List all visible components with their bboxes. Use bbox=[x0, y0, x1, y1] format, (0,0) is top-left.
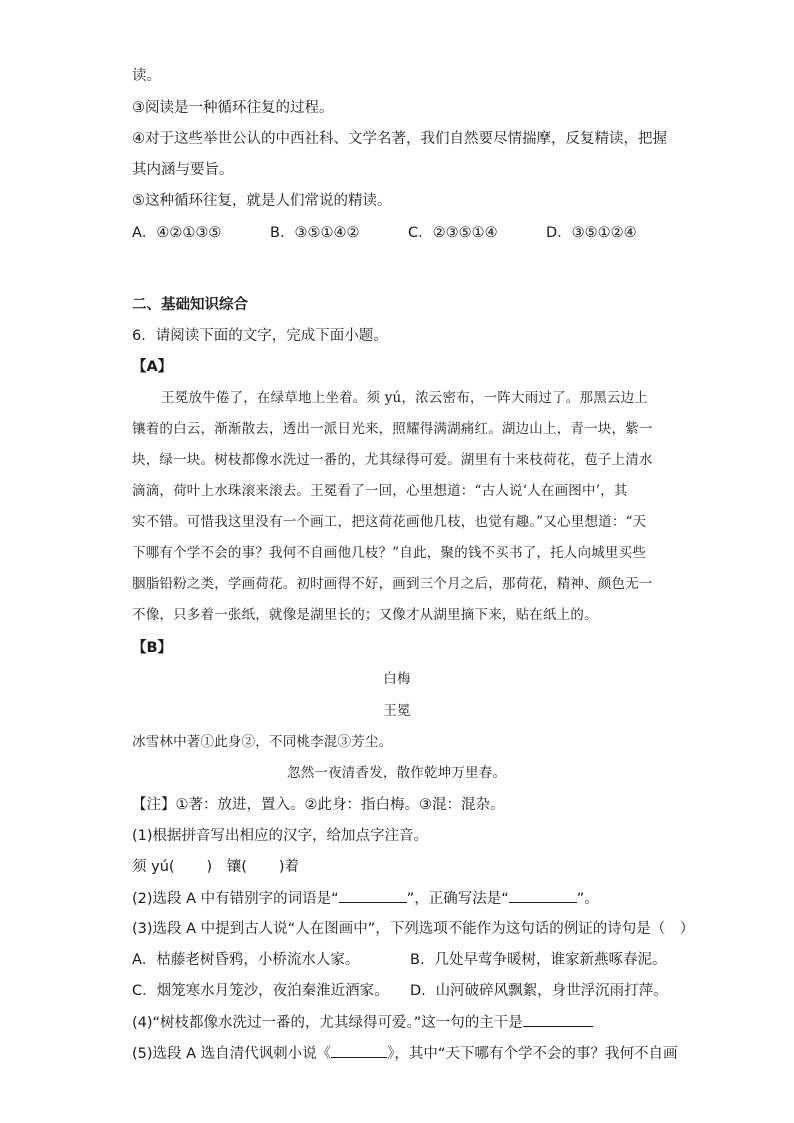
q5-option-a[interactable]: A．④②①③⑤ bbox=[132, 225, 222, 241]
sub-question-2-text: (2)选段 A 中有错别字的词语是“ bbox=[132, 891, 339, 907]
q5-line-4: 其内涵与要旨。 bbox=[132, 162, 234, 178]
sub-question-3-options-row-2 bbox=[132, 981, 668, 1001]
pinyin-prompt-3: )着 bbox=[278, 859, 300, 875]
sub3-option-b[interactable]: B．几处早莺争暖树，谁家新燕啄春泥。 bbox=[410, 952, 667, 968]
passage-a-line: 下哪有个学不会的事？我何不自画他几枝？”自此，聚的钱不买书了，托人向城里买些 bbox=[132, 545, 647, 561]
q5-option-c[interactable]: C．②③⑤①④ bbox=[408, 225, 498, 241]
sub-question-2-text-2: ”，正确写法是“ bbox=[406, 891, 509, 907]
q6-intro: 6．请阅读下面的文字，完成下面小题。 bbox=[132, 328, 388, 344]
q5-option-d[interactable]: D．③⑤①②④ bbox=[546, 225, 637, 241]
pinyin-prompt-2: ) 镶( bbox=[206, 859, 247, 875]
passage-a-line: 镶着的白云，渐渐散去，透出一派日光来，照耀得满湖痛红。湖边山上，青一块，紫一 bbox=[132, 421, 653, 437]
q5-options bbox=[132, 223, 637, 243]
poem-title: 白梅 bbox=[383, 671, 411, 687]
poem-line-1: 冰雪林中著①此身②，不同桃李混③芳尘。 bbox=[132, 734, 393, 750]
q5-line-2: ③阅读是一种循环往复的过程。 bbox=[132, 100, 334, 116]
passage-b-label: 【B】 bbox=[132, 640, 173, 656]
sub-question-3: (3)选段 A 中提到古人说“人在图画中”，下列选项不能作为这句话的例证的诗句是（ ） bbox=[132, 921, 695, 937]
sub3-option-a[interactable]: A．枯藤老树昏鸦，小桥流水人家。 bbox=[132, 952, 360, 968]
poem-line-2: 忽然一夜清香发，散作乾坤万里春。 bbox=[287, 765, 507, 781]
sub3-option-d[interactable]: D．山河破碎风飘絮，身世浮沉雨打萍。 bbox=[410, 983, 668, 999]
poem-note: 【注】①著：放进，置入。②此身：指白梅。③混：混杂。 bbox=[132, 797, 505, 813]
sub-question-4 bbox=[132, 1012, 593, 1033]
sub-question-3-options-row-1 bbox=[132, 950, 666, 970]
passage-a-line: 王冕放牛倦了，在绿草地上坐着。须 yú，浓云密布，一阵大雨过了。那黑云边上 bbox=[161, 390, 649, 406]
sub-question-5 bbox=[132, 1043, 677, 1064]
answer-blank-novel-title[interactable] bbox=[331, 1043, 387, 1058]
sub-question-1: (1)根据拼音写出相应的汉字，给加点字注音。 bbox=[132, 828, 429, 844]
sub-question-5-text: (5)选段 A 选自清代讽刺小说《 bbox=[132, 1046, 332, 1062]
q5-line-5: ⑤这种循环往复，就是人们常说的精读。 bbox=[132, 193, 392, 209]
passage-a-line: 不像，只多着一张纸，就像是湖里长的；又像才从湖里摘下来，贴在纸上的。 bbox=[132, 607, 598, 623]
sub-question-5-text-2: 》，其中“天下哪有个学不会的事？我何不自画 bbox=[387, 1046, 678, 1062]
passage-a-line: 胭脂铅粉之类，学画荷花。初时画得不好，画到三个月之后，那荷花，精神、颜色无一 bbox=[132, 576, 653, 592]
pinyin-prompt: 须 yú( bbox=[132, 859, 175, 875]
sub-question-4-text: (4)“树枝都像水洗过一番的，尤其绿得可爱。”这一句的主干是 bbox=[132, 1015, 523, 1031]
q5-option-b[interactable]: B．③⑤①④② bbox=[270, 225, 360, 241]
q5-line-1: 读。 bbox=[132, 68, 161, 84]
sub-question-2-text-3: ”。 bbox=[576, 891, 599, 907]
passage-a-label: 【A】 bbox=[132, 359, 173, 375]
poem-author: 王冕 bbox=[383, 703, 411, 719]
q5-line-3: ④对于这些举世公认的中西社科、文学名著，我们自然要尽情揣摩，反复精读，把握 bbox=[132, 131, 667, 147]
answer-blank-wrong-word[interactable] bbox=[339, 888, 407, 903]
passage-a-line: 块，绿一块。树枝都像水洗过一番的，尤其绿得可爱。湖里有十来枝荷花，苞子上清水 bbox=[132, 452, 653, 468]
section-heading: 二、基础知识综合 bbox=[132, 297, 248, 313]
passage-a-line: 实不错。可惜我这里没有一个画工，把这荷花画他几枝，也觉有趣。”又心里想道：“天 bbox=[132, 514, 647, 530]
answer-blank-main-clause[interactable] bbox=[523, 1012, 593, 1027]
sub-question-2 bbox=[132, 888, 599, 909]
sub3-option-c[interactable]: C．烟笼寒水月笼沙，夜泊秦淮近酒家。 bbox=[132, 983, 389, 999]
passage-a-line: 滴滴，荷叶上水珠滚来滚去。王冕看了一回，心里想道：“古人说‘人在画图中’，其 bbox=[132, 483, 628, 499]
sub-question-1-answers bbox=[132, 857, 299, 877]
answer-blank-correct-word[interactable] bbox=[509, 888, 577, 903]
